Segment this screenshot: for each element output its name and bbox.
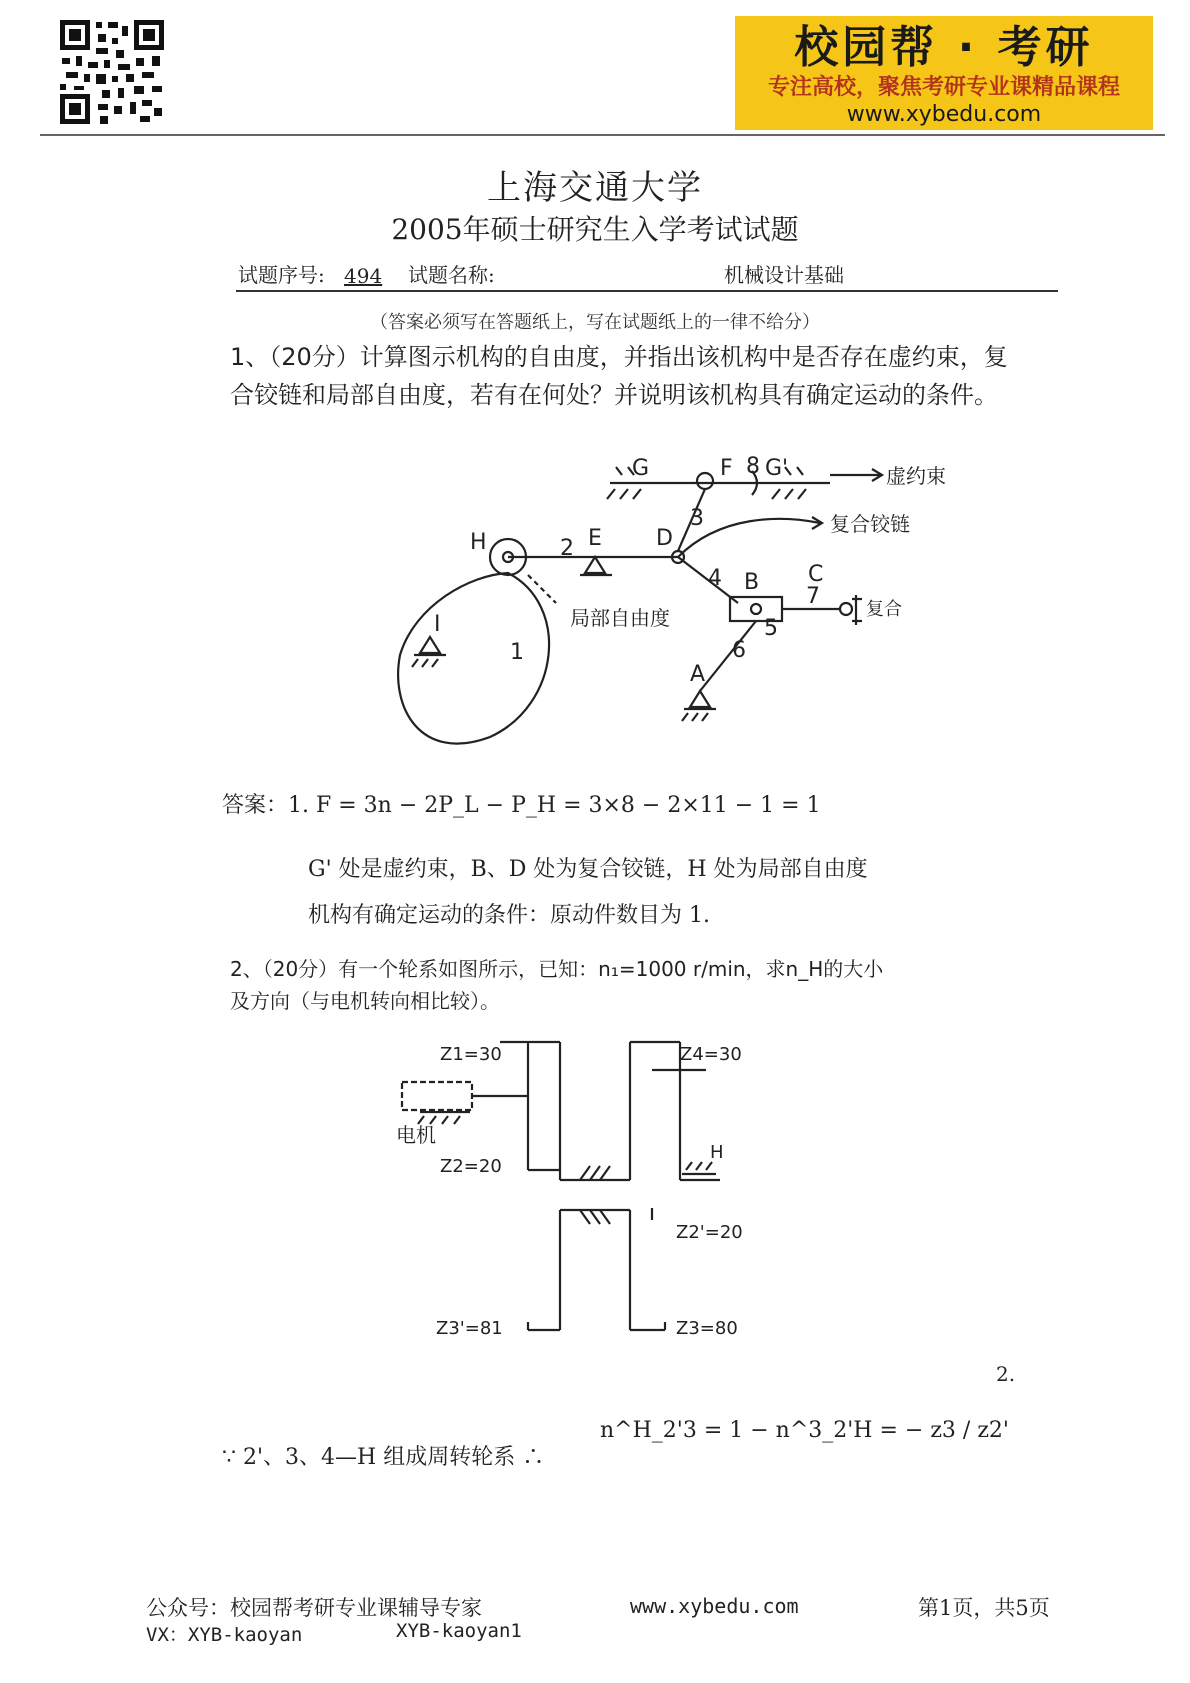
- label-b: B: [744, 570, 760, 595]
- label-7: 7: [806, 584, 820, 609]
- answer-1-explanation: G' 处是虚约束，B、D 处为复合铰链，H 处为局部自由度: [308, 857, 868, 882]
- brand-banner: [735, 16, 1153, 130]
- qr-code-icon: [56, 16, 168, 128]
- label-z2-prime: Z2'=20: [676, 1222, 743, 1243]
- label-z3-prime: Z3'=81: [436, 1318, 503, 1339]
- qr-code: [56, 16, 168, 128]
- label-a: A: [690, 662, 706, 687]
- serial-label: 试题序号:: [238, 263, 325, 287]
- label-h-arm: H: [710, 1142, 724, 1163]
- question-2-line-1: 2、（20分）有一个轮系如图所示，已知：n₁=1000 r/min，求n_H的大小: [230, 957, 884, 981]
- label-h: H: [470, 530, 487, 555]
- footer-vx: VX：XYB-kaoyan: [146, 1624, 303, 1646]
- label-5: 5: [764, 616, 778, 641]
- answer-2-formula: n^H_2'3 = 1 − n^3_2'H = − z3 / z2': [600, 1418, 1009, 1443]
- label-f: F: [720, 456, 733, 481]
- exam-info-line: [236, 262, 1058, 292]
- note-local: 局部自由度: [570, 606, 670, 630]
- label-z2: Z2=20: [440, 1156, 502, 1177]
- mechanism-figure: [360, 445, 970, 765]
- gear-train-figure: [380, 1030, 800, 1360]
- question-2-text: [230, 953, 1030, 1017]
- header-divider: [40, 134, 1165, 136]
- label-4: 4: [708, 566, 722, 591]
- label-z4: Z4=30: [680, 1044, 742, 1065]
- label-8: 8: [746, 454, 760, 479]
- answer-1-condition: 机构有确定运动的条件：原动件数目为 1.: [308, 903, 710, 928]
- label-e: E: [588, 526, 602, 551]
- brand-url: www.xybedu.com: [846, 102, 1042, 127]
- note-c: 复合: [866, 599, 902, 620]
- footer-site[interactable]: www.xybedu.com: [630, 1594, 799, 1618]
- label-g-prime: G': [765, 456, 789, 481]
- answer-2-number: 2.: [996, 1362, 1016, 1386]
- label-z1: Z1=30: [440, 1044, 502, 1065]
- footer-wechat: 公众号：校园帮考研专业课辅导专家: [146, 1596, 482, 1620]
- label-2: 2: [560, 536, 574, 561]
- footer-vx2: XYB-kaoyan1: [396, 1620, 522, 1642]
- label-i: I: [434, 612, 441, 637]
- name-label: 试题名称:: [408, 263, 495, 287]
- answer-2-statement: ∵ 2'、3、4—H 组成周转轮系 ∴: [222, 1445, 545, 1470]
- label-g: G: [632, 456, 650, 481]
- brand-slogan: 专注高校，聚焦考研专业课精品课程: [767, 75, 1120, 100]
- exam-title: 2005年硕士研究生入学考试试题: [391, 213, 799, 246]
- note-compound: 复合铰链: [830, 512, 910, 536]
- serial-value: 494: [344, 264, 383, 288]
- label-6: 6: [732, 638, 746, 663]
- exam-notice: （答案必须写在答题纸上，写在试题纸上的一律不给分）: [370, 312, 820, 333]
- brand-title: 校园帮 · 考研: [794, 22, 1094, 73]
- question-1-text: 1、（20分）计算图示机构的自由度，并指出该机构中是否存在虚约束，复合铰链和局部自由度，若有在何处？并说明该机构具有确定运动的条件。: [230, 343, 1008, 409]
- label-z3: Z3=80: [676, 1318, 738, 1339]
- label-1: 1: [510, 640, 524, 665]
- footer-page: 第1页，共5页: [918, 1596, 1050, 1620]
- label-3: 3: [690, 506, 704, 531]
- answer-1-formula: 答案：1. F = 3n − 2P_L − P_H = 3×8 − 2×11 − 1 = 1: [222, 793, 821, 818]
- university-title: 上海交通大学: [487, 168, 703, 208]
- label-motor: 电机: [396, 1123, 436, 1147]
- label-c: C: [808, 562, 824, 587]
- question-2-line-2: 及方向（与电机转向相比较）。: [230, 989, 500, 1013]
- name-value: 机械设计基础: [724, 263, 844, 287]
- note-virtual: 虚约束: [886, 464, 946, 488]
- label-d: D: [656, 526, 673, 551]
